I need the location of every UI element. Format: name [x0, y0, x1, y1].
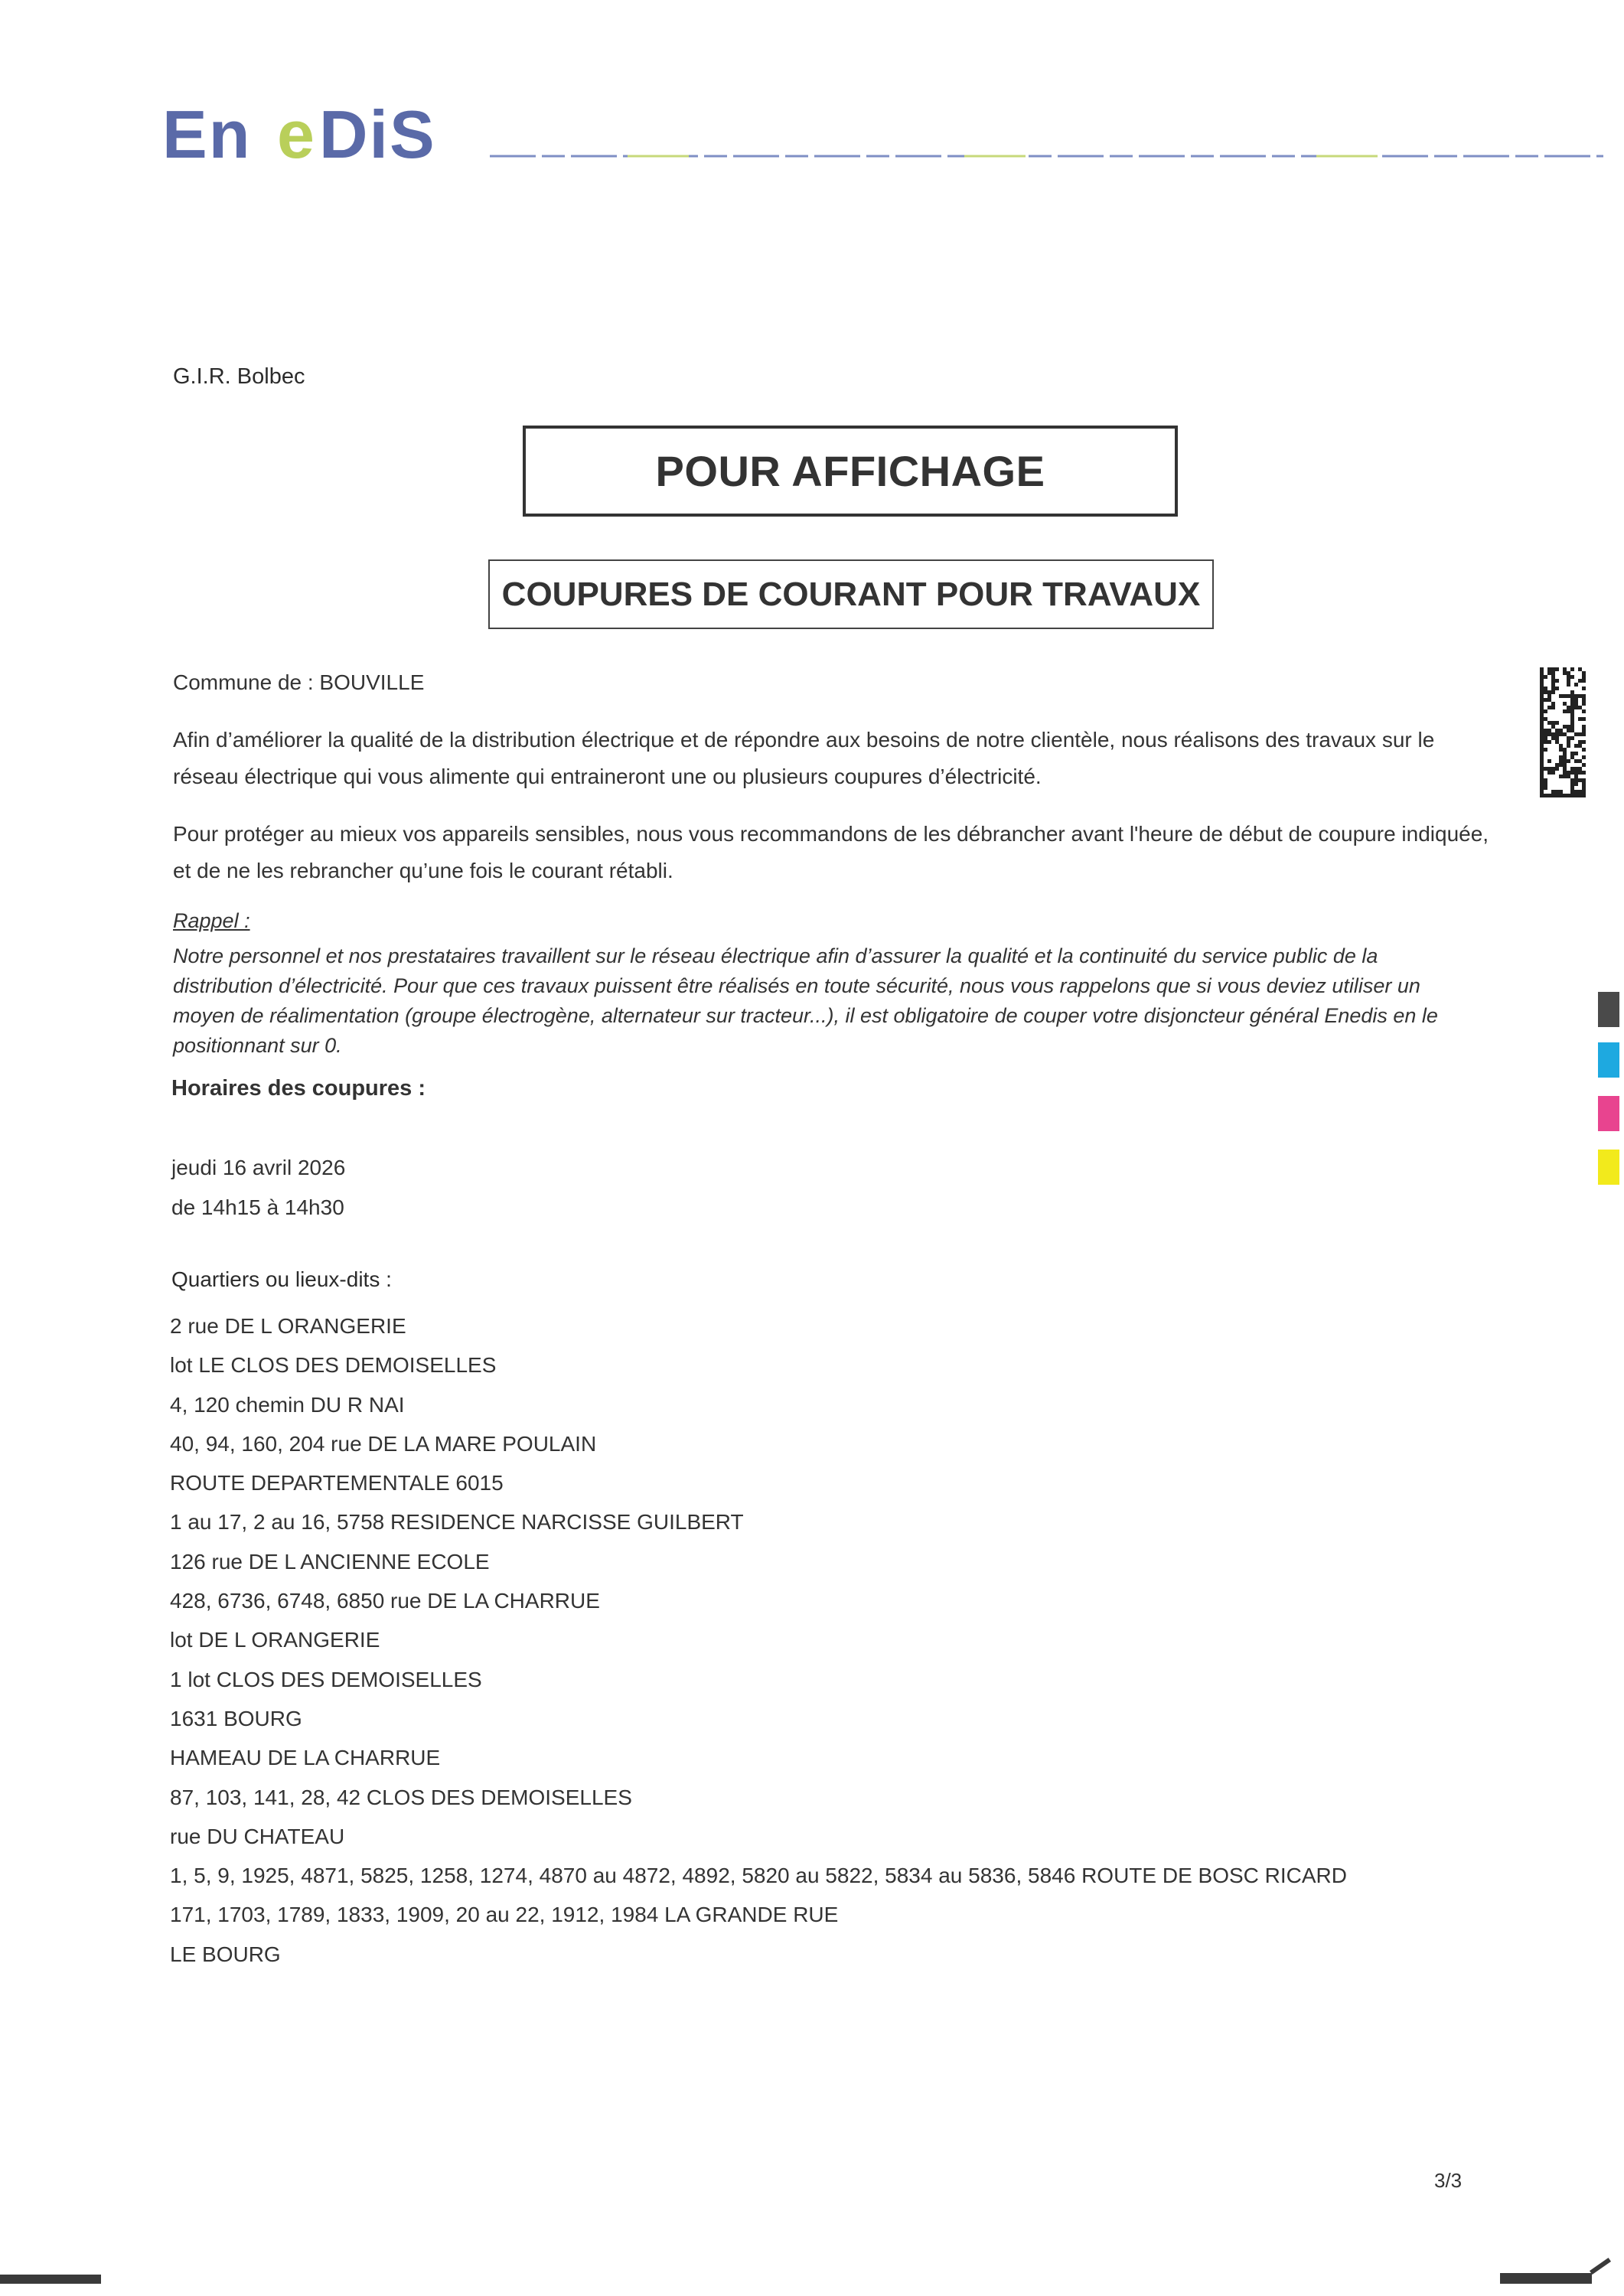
scan-mark-right [1500, 2273, 1592, 2284]
intro-paragraph: Afin d’améliorer la qualité de la distribution électrique et de répondre aux besoins de notre clientèle, nous réalisons des travaux sur le réseau électrique qui vous alimente qui entraineront une ou plusieurs coupures d’électricité. [173, 728, 1435, 788]
list-item: 171, 1703, 1789, 1833, 1909, 20 au 22, 1912, 1984 LA GRANDE RUE [170, 1903, 839, 1927]
subheadline: COUPURES DE COURANT POUR TRAVAUX [501, 575, 1201, 613]
horaires-heading: Horaires des coupures : [171, 1076, 426, 1101]
datamatrix-code [1540, 667, 1586, 797]
list-item: ROUTE DEPARTEMENTALE 6015 [170, 1471, 504, 1495]
rappel-text: Notre personnel et nos prestataires travaillent sur le réseau électrique afin d’assurer la qualité et la continuité du service public de la distribution d’électricité. Pour que ces travaux puissent être réalisés en toute sécurité, nous vous rappelons que si vous deviez utiliser un moyen de réalimentation (groupe électrogène, alternateur sur tracteur...), il est obligatoire de couper votre disjoncteur général Enedis en le positionnant sur 0. [173, 944, 1438, 1057]
places-list [170, 1306, 1347, 1974]
quartiers-heading: Quartiers ou lieux-dits : [171, 1267, 392, 1291]
list-item: 1 lot CLOS DES DEMOISELLES [170, 1667, 482, 1691]
list-item: 428, 6736, 6748, 6850 rue DE LA CHARRUE [170, 1589, 600, 1613]
color-swatch-magenta [1598, 1096, 1619, 1131]
sender-label: G.I.R. Bolbec [173, 364, 305, 389]
page-number: 3/3 [1434, 2169, 1463, 2192]
headline: POUR AFFICHAGE [655, 447, 1045, 495]
list-item: 126 rue DE L ANCIENNE ECOLE [170, 1549, 490, 1574]
enedis-logo [162, 98, 468, 167]
scan-mark-left [0, 2275, 101, 2284]
list-item: LE BOURG [170, 1942, 281, 1966]
headline-box [523, 426, 1178, 517]
commune-line: Commune de : BOUVILLE [173, 670, 425, 694]
color-swatch-black [1598, 992, 1619, 1027]
advice-paragraph: Pour protéger au mieux vos appareils sensibles, nous vous recommandons de les débrancher avant l'heure de début de coupure indiquée, et de ne les rebrancher qu’une fois le courant rétabli. [173, 822, 1489, 882]
list-item: 87, 103, 141, 28, 42 CLOS DES DEMOISELLES [170, 1785, 632, 1809]
list-item: lot DE L ORANGERIE [170, 1628, 380, 1652]
list-item: 1631 BOURG [170, 1706, 302, 1730]
schedule-date: jeudi 16 avril 2026 [171, 1156, 346, 1179]
color-swatch-cyan [1598, 1042, 1619, 1078]
color-swatch-yellow [1598, 1150, 1619, 1185]
logo-underline [490, 153, 1603, 159]
list-item: 1 au 17, 2 au 16, 5758 RESIDENCE NARCISSE GUILBERT [170, 1510, 744, 1534]
list-item: 4, 120 chemin DU R NAI [170, 1392, 405, 1417]
svg-text:e: e [277, 98, 315, 167]
list-item: lot LE CLOS DES DEMOISELLES [170, 1353, 497, 1378]
schedule-time: de 14h15 à 14h30 [171, 1195, 344, 1219]
scan-mark-tick [1590, 2258, 1611, 2275]
schedule [171, 1148, 345, 1228]
list-item: rue DU CHATEAU [170, 1824, 345, 1848]
list-item: 40, 94, 160, 204 rue DE LA MARE POULAIN [170, 1431, 597, 1456]
list-item: 1, 5, 9, 1925, 4871, 5825, 1258, 1274, 4870 au 4872, 4892, 5820 au 5822, 5834 au 5836, 5846 ROUTE DE BOSC RICARD [170, 1864, 1347, 1888]
list-item: HAMEAU DE LA CHARRUE [170, 1746, 441, 1770]
list-item: 2 rue DE L ORANGERIE [170, 1314, 406, 1338]
subheadline-box [488, 559, 1214, 629]
svg-text:DiS: DiS [319, 98, 436, 167]
svg-text:En: En [162, 98, 252, 167]
rappel-label: Rappel : [173, 909, 250, 932]
